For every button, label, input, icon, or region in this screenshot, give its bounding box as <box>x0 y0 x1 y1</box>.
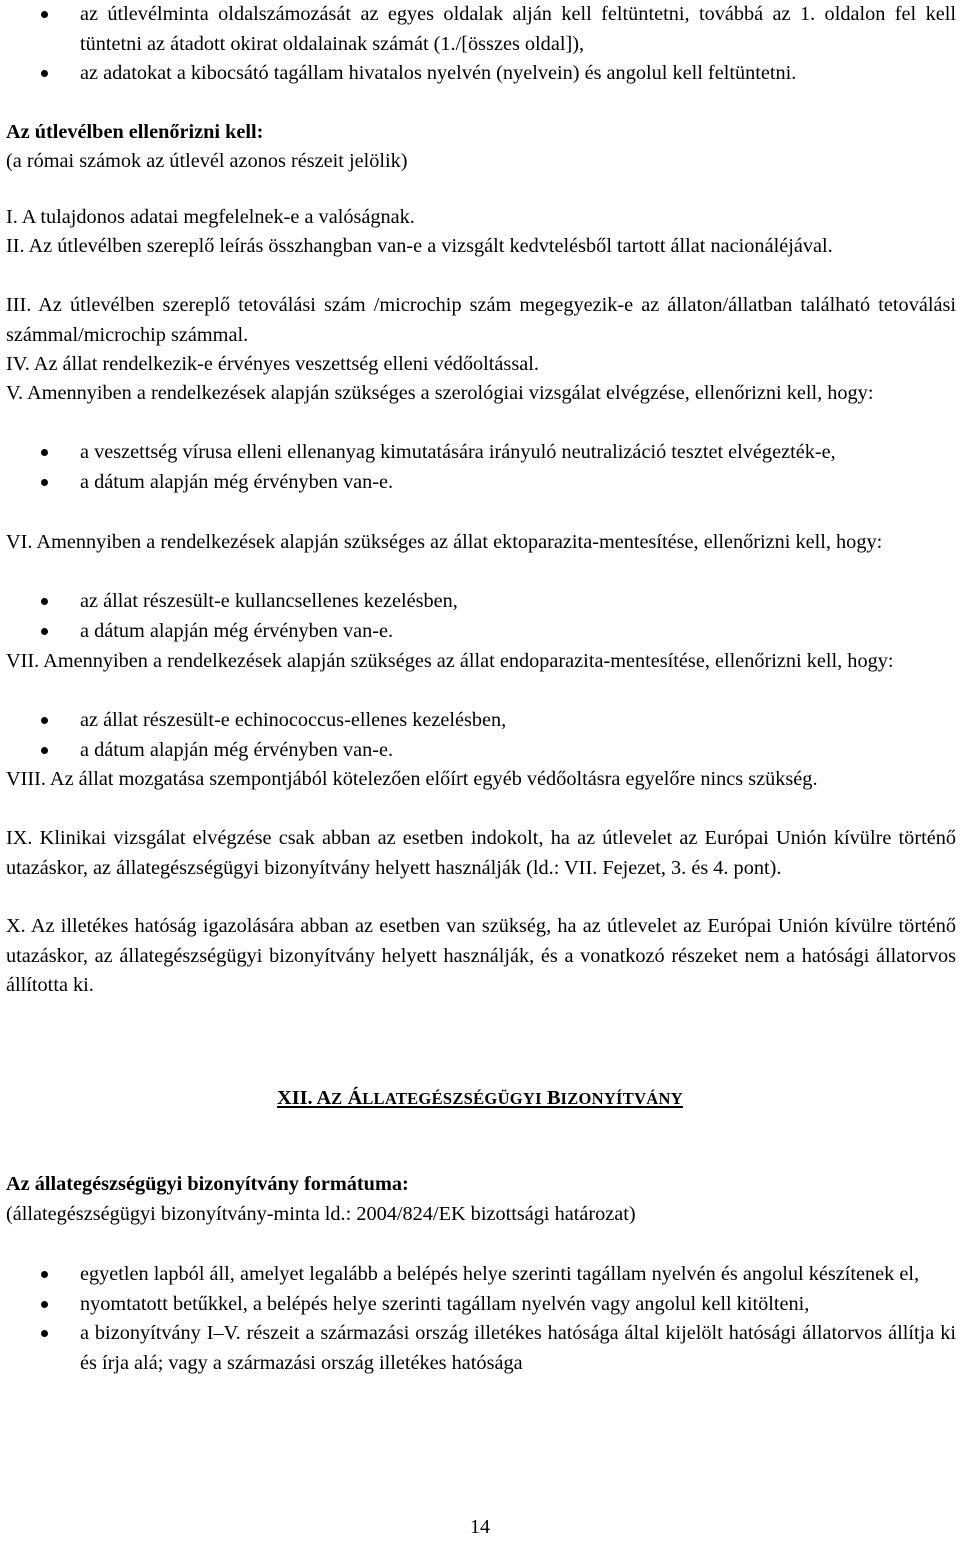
list-item: az állat részesült-e echinococcus-ellenes kezelésben, <box>6 706 956 736</box>
list-item: a veszettség vírusa elleni ellenanyag kimutatására irányuló neutralizáció tesztet elvégezték-e, <box>6 438 956 468</box>
format-note: (állategészségügyi bizonyítvány-minta ld.: 2004/824/EK bizottsági határozat) <box>6 1203 636 1225</box>
list-item: az adatokat a kibocsátó tagállam hivatalos nyelvén (nyelvein) és angolul kell feltüntetni. <box>6 59 956 89</box>
item-ix: IX. Klinikai vizsgálat elvégzése csak abban az esetben indokolt, ha az útlevelet az Európai Unión kívülre történő utazáskor, az állategészségügyi bizonyítvány helyett használják (ld.: VII. Fejezet, 3. és 4. pont). <box>6 827 956 879</box>
item-vii: VII. Amennyiben a rendelkezések alapján szükséges az állat endoparazita-mentesítése, ellenőrizni kell, hogy: <box>6 650 894 672</box>
check-heading: Az útlevélben ellenőrizni kell: <box>6 121 264 143</box>
list-item: a dátum alapján még érvényben van-e. <box>6 736 956 766</box>
list-item: az állat részesült-e kullancsellenes kezelésben, <box>6 587 956 617</box>
item-vii-bullets <box>6 706 956 765</box>
item-v: V. Amennyiben a rendelkezések alapján szükséges a szerológiai vizsgálat elvégzése, ellenőrizni kell, hogy: <box>6 382 874 404</box>
top-bullet-list <box>6 0 956 89</box>
item-x: X. Az illetékes hatóság igazolására abban az esetben van szükség, ha az útlevelet az Európai Unión kívülre történő utazáskor, az állategészségügyi bizonyítvány helyett használják, és a vonatkozó részeket nem a hatósági állatorvos állította ki. <box>6 915 956 997</box>
list-item: a bizonyítvány I–V. részeit a származási ország illetékes hatósága által kijelölt hatósági állatorvos állítja ki és írja alá; vagy a származási ország illetékes hatósága <box>6 1319 956 1378</box>
item-i: I. A tulajdonos adatai megfelelnek-e a valóságnak. <box>6 206 415 228</box>
list-item: a dátum alapján még érvényben van-e. <box>6 468 956 498</box>
list-item: egyetlen lapból áll, amelyet legalább a belépés helye szerinti tagállam nyelvén és angolul készítenek el, <box>6 1260 956 1290</box>
page-number: 14 <box>470 1516 490 1538</box>
item-iii: III. Az útlevélben szereplő tetoválási szám /microchip szám megegyezik-e az állaton/állatban található tetoválási számmal/microchip számmal. <box>6 294 956 346</box>
format-bullet-list <box>6 1260 956 1378</box>
check-note: (a római számok az útlevél azonos részeit jelölik) <box>6 150 408 172</box>
item-vi-bullets <box>6 587 956 646</box>
item-iv: IV. Az állat rendelkezik-e érvényes veszettség elleni védőoltással. <box>6 353 539 375</box>
format-heading: Az állategészségügyi bizonyítvány formátuma: <box>6 1173 409 1195</box>
list-item: az útlevélminta oldalszámozását az egyes oldalak alján kell feltüntetni, továbbá az 1. oldalon fel kell tüntetni az átadott okirat oldalainak számát (1./[összes oldal]), <box>6 0 956 59</box>
section-number: XII. <box>277 1087 313 1109</box>
item-v-bullets <box>6 438 956 497</box>
item-ii: II. Az útlevélben szereplő leírás összhangban van-e a vizsgált kedvtelésből tartott állat nacionáléjával. <box>6 235 833 257</box>
item-vi: VI. Amennyiben a rendelkezések alapján szükséges az állat ektoparazita-mentesítése, ellenőrizni kell, hogy: <box>6 531 883 553</box>
list-item: a dátum alapján még érvényben van-e. <box>6 617 956 647</box>
item-viii: VIII. Az állat mozgatása szempontjából kötelezően előírt egyéb védőoltásra egyelőre nincs szükség. <box>6 768 818 790</box>
section-title: XII. AZ ÁLLATEGÉSZSÉGÜGYI BIZONYÍTVÁNY <box>277 1087 683 1109</box>
list-item: nyomtatott betűkkel, a belépés helye szerinti tagállam nyelvén vagy angolul kell kitölteni, <box>6 1290 956 1320</box>
